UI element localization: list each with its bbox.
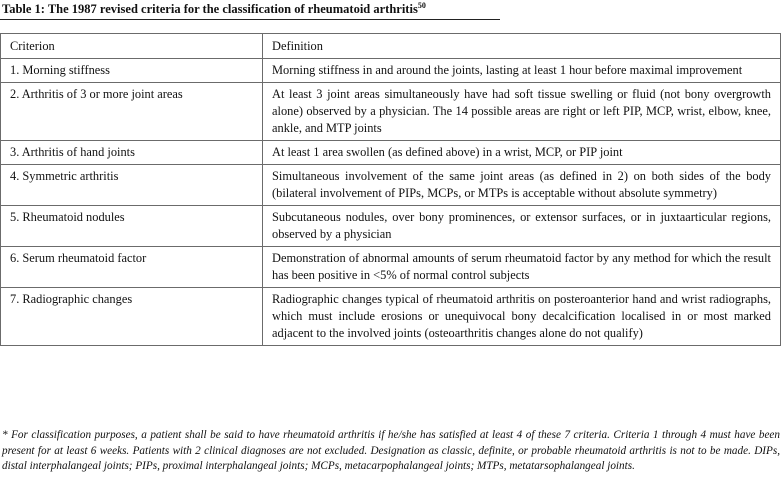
- criterion-cell: 3. Arthritis of hand joints: [1, 141, 263, 165]
- criterion-cell: 5. Rheumatoid nodules: [1, 206, 263, 247]
- definition-cell: Demonstration of abnormal amounts of serum rheumatoid factor by any method for which the result has been positive in <5% of normal control subjects: [263, 247, 781, 288]
- header-row: [1, 34, 781, 59]
- caption-underline: [0, 19, 500, 20]
- table-row: [1, 165, 781, 206]
- table-row: [1, 206, 781, 247]
- definition-cell: At least 3 joint areas simultaneously have had soft tissue swelling or fluid (not bony overgrowth alone) observed by a physician. The 14 possible areas are right or left PIP, MCP, wrist, elbow, knee, ankle, and MTP joints: [263, 83, 781, 141]
- caption-text: Table 1: The 1987 revised criteria for the classification of rheumatoid arthritis: [2, 2, 418, 16]
- definition-cell: Simultaneous involvement of the same joint areas (as defined in 2) on both sides of the body (bilateral involvement of PIPs, MCPs, or MTPs is acceptable without absolute symmetry): [263, 165, 781, 206]
- caption-reference: 50: [417, 0, 426, 10]
- table-row: [1, 141, 781, 165]
- table-row: [1, 59, 781, 83]
- table-row: [1, 247, 781, 288]
- column-header-criterion: Criterion: [1, 34, 263, 59]
- table-footnote: * For classification purposes, a patient shall be said to have rheumatoid arthritis if he/she has satisfied at least 4 of these 7 criteria. Criteria 1 through 4 must have been present for at least 6 weeks. Patients with 2 clinical diagnoses are not excluded. Designation as classic, definite, or probable rheumatoid arthritis is not to be made. DIPs, distal interphalangeal joints; PIPs, proximal interphalangeal joints; MCPs, metacarpophalangeal joints; MTPs, metatarsophalangeal joints.: [2, 429, 780, 473]
- criterion-cell: 1. Morning stiffness: [1, 59, 263, 83]
- table-caption: [2, 1, 782, 17]
- criteria-table: [0, 33, 781, 346]
- criterion-cell: 4. Symmetric arthritis: [1, 165, 263, 206]
- criterion-cell: 6. Serum rheumatoid factor: [1, 247, 263, 288]
- definition-cell: Radiographic changes typical of rheumatoid arthritis on posteroanterior hand and wrist radiographs, which must include erosions or unequivocal bony decalcification localised in or most marked adjacent to the involved joints (osteoarthritis changes alone do not qualify): [263, 288, 781, 346]
- criterion-cell: 2. Arthritis of 3 or more joint areas: [1, 83, 263, 141]
- definition-cell: Subcutaneous nodules, over bony prominences, or extensor surfaces, or in juxtaarticular regions, observed by a physician: [263, 206, 781, 247]
- definition-cell: Morning stiffness in and around the joints, lasting at least 1 hour before maximal improvement: [263, 59, 781, 83]
- table-row: [1, 83, 781, 141]
- table-row: [1, 288, 781, 346]
- definition-cell: At least 1 area swollen (as defined above) in a wrist, MCP, or PIP joint: [263, 141, 781, 165]
- column-header-definition: Definition: [263, 34, 781, 59]
- criterion-cell: 7. Radiographic changes: [1, 288, 263, 346]
